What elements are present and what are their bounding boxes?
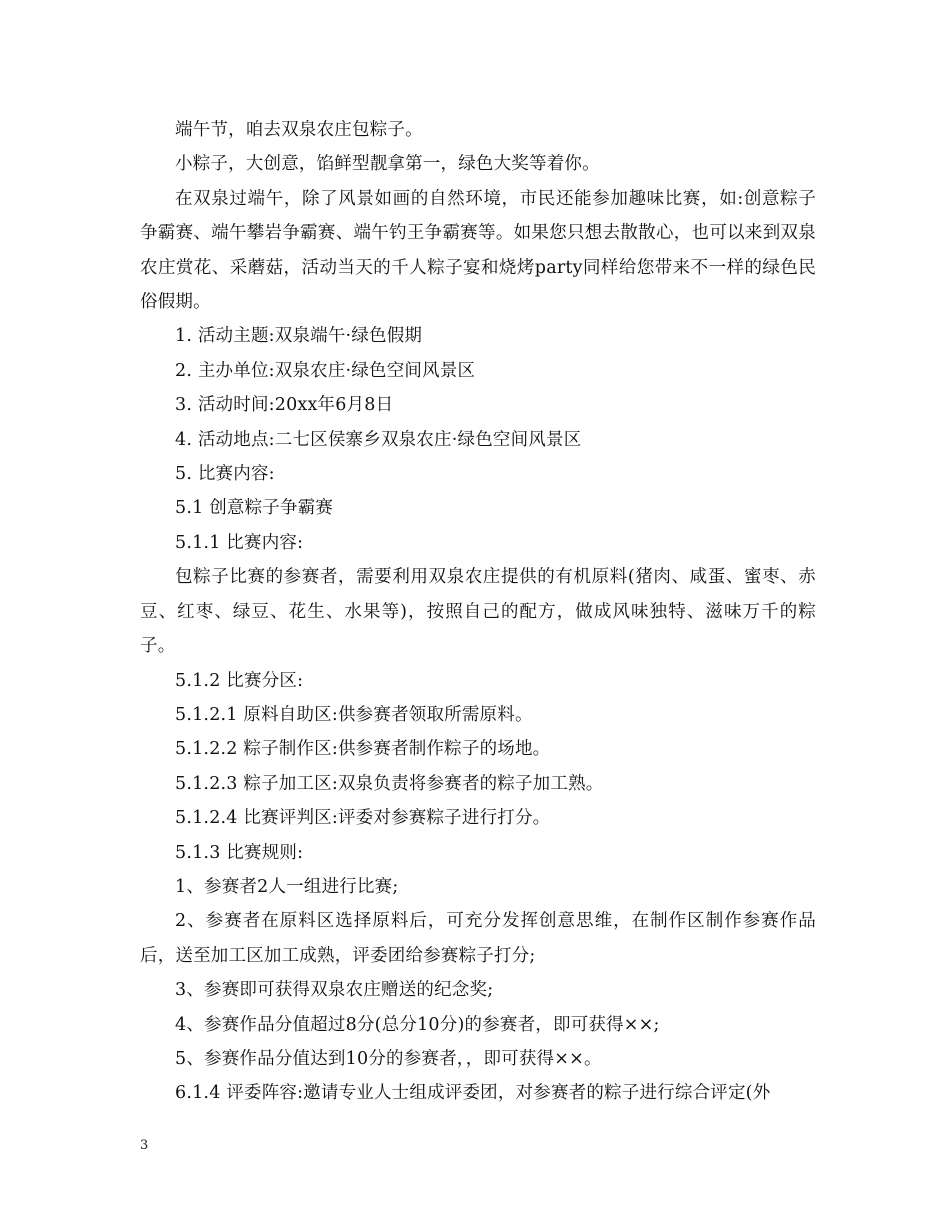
paragraph-description: 在双泉过端午，除了风景如画的自然环境，市民还能参加趣味比赛，如:创意粽子争霸赛、端午攀岩争霸赛、端午钓王争霸赛等。如果您只想去散散心，也可以来到双泉农庄赏花、采蘑菇，活动当天的千人粽子宴和烧烤party同样给您带来不一样的绿色民俗假期。 xyxy=(140,188,816,313)
paragraph-time: 3. 活动时间:20xx年6月8日 xyxy=(175,395,394,416)
paragraph-contest-detail: 包粽子比赛的参赛者，需要利用双泉农庄提供的有机原料(猪肉、咸蛋、蜜枣、赤豆、红枣、绿豆、花生、水果等)，按照自己的配方，做成风味独特、滋味万千的粽子。 xyxy=(140,567,816,657)
list-item-rule-4: 4、参赛作品分值超过8分(总分10分)的参赛者，即可获得××; xyxy=(175,1014,660,1035)
list-item-zone-3: 5.1.2.3 粽子加工区:双泉负责将参赛者的粽子加工熟。 xyxy=(175,773,604,794)
heading-5-1: 5.1 创意粽子争霸赛 xyxy=(175,498,334,519)
list-item-rule-5: 5、参赛作品分值达到10分的参赛者，，即可获得××。 xyxy=(175,1048,602,1069)
paragraph-location: 4. 活动地点:二七区侯寨乡双泉农庄·绿色空间风景区 xyxy=(175,429,582,450)
paragraph-intro: 端午节，咱去双泉农庄包粽子。 xyxy=(175,120,423,140)
paragraph-contest-content: 5. 比赛内容: xyxy=(175,464,275,485)
page-number: 3 xyxy=(140,1138,149,1153)
paragraph-theme: 1. 活动主题:双泉端午·绿色假期 xyxy=(175,326,423,347)
list-item-rule-1: 1、参赛者2人一组进行比赛; xyxy=(175,876,399,897)
heading-5-1-2: 5.1.2 比赛分区: xyxy=(175,670,304,691)
list-item-rule-2: 2、参赛者在原料区选择原料后，可充分发挥创意思维，在制作区制作参赛作品后，送至加工区加工成熟，评委团给参赛粽子打分; xyxy=(140,911,816,966)
heading-5-1-1: 5.1.1 比赛内容: xyxy=(175,532,304,553)
list-item-zone-1: 5.1.2.1 原料自助区:供参赛者领取所需原料。 xyxy=(175,704,533,725)
heading-5-1-3: 5.1.3 比赛规则: xyxy=(175,842,304,863)
paragraph-slogan: 小粽子，大创意，馅鲜型靓拿第一，绿色大奖等着你。 xyxy=(175,154,600,175)
list-item-rule-3: 3、参赛即可获得双泉农庄赠送的纪念奖; xyxy=(175,980,494,1001)
paragraph-organizer: 2. 主办单位:双泉农庄·绿色空间风景区 xyxy=(175,360,476,381)
list-item-zone-4: 5.1.2.4 比赛评判区:评委对参赛粽子进行打分。 xyxy=(175,808,551,829)
document-body xyxy=(140,113,816,1111)
list-item-zone-2: 5.1.2.2 粽子制作区:供参赛者制作粽子的场地。 xyxy=(175,739,551,760)
heading-6-1-4: 6.1.4 评委阵容:邀请专业人士组成评委团，对参赛者的粽子进行综合评定(外 xyxy=(175,1083,771,1104)
